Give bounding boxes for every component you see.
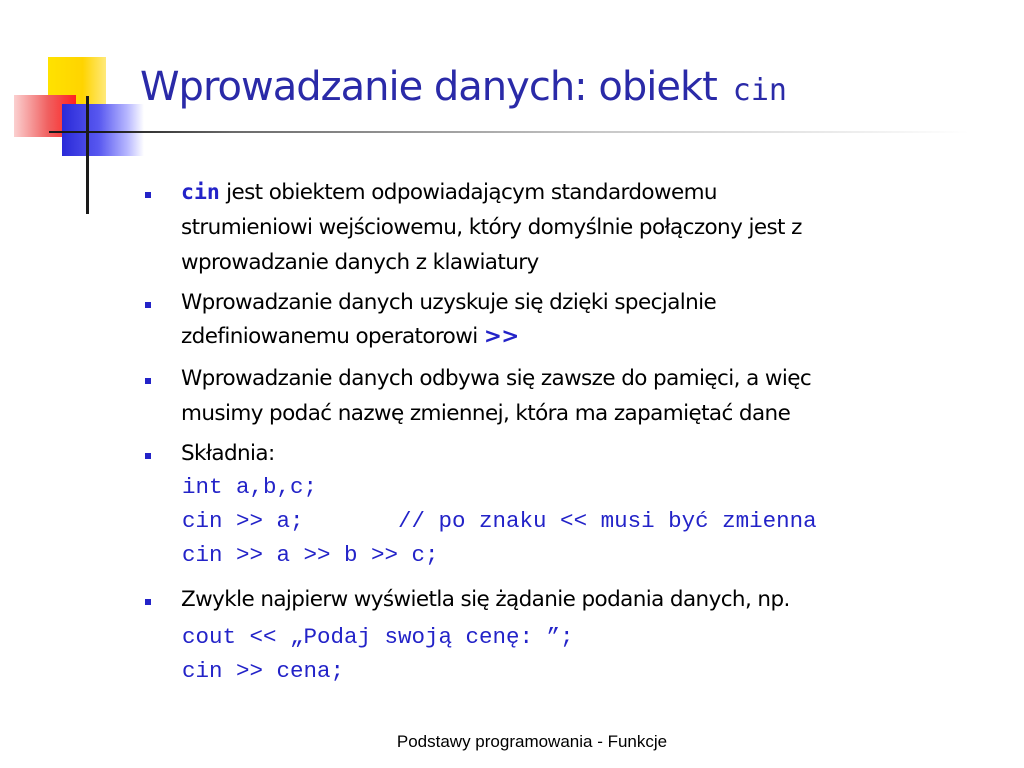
slide-title-code: cin [732,73,787,108]
bullet-3-line-2: musimy podać nazwę zmiennej, która ma zapamiętać dane [181,401,791,426]
bullet-marker-1 [145,192,151,198]
bullet-2-text-2: zdefiniowanemu operatorowi [181,324,478,349]
code-line-4: cout << „Podaj swoją cenę: ”; [182,624,574,650]
bullet-1-line-3: wprowadzanie danych z klawiatury [181,250,539,275]
title-underline [49,131,969,133]
code-line-5: cin >> cena; [182,658,345,684]
bullet-3-line-1: Wprowadzanie danych odbywa się zawsze do pamięci, a więc [181,366,812,391]
bullet-marker-5 [145,599,151,605]
bullet-1-line-1 [181,176,717,210]
slide-title [140,64,787,110]
bullet-1-code: cin [181,180,220,205]
decor-vertical-line [86,96,89,214]
bullet-1-text-1: jest obiektem odpowiadającym standardowemu [226,180,717,205]
code-line-1: int a,b,c; [182,474,318,500]
bullet-marker-4 [145,453,151,459]
bullet-4-line-1: Składnia: [181,441,275,466]
bullet-2-line-2 [181,320,519,354]
bullet-1-line-2: strumieniowi wejściowemu, który domyślnie połączony jest z [181,215,802,240]
decor-blue-square [62,104,144,156]
code-line-2: cin >> a; // po znaku << musi być zmienna [182,508,817,534]
bullet-5-line-1: Zwykle najpierw wyświetla się żądanie podania danych, np. [181,587,790,612]
slide-title-text: Wprowadzanie danych: obiekt [140,64,717,110]
bullet-marker-3 [145,378,151,384]
bullet-2-line-1: Wprowadzanie danych uzyskuje się dzięki specjalnie [181,290,717,315]
slide-footer: Podstawy programowania - Funkcje [396,732,668,751]
bullet-marker-2 [145,302,151,308]
operator-symbol: >> [483,324,519,349]
code-line-3: cin >> a >> b >> c; [182,542,439,568]
